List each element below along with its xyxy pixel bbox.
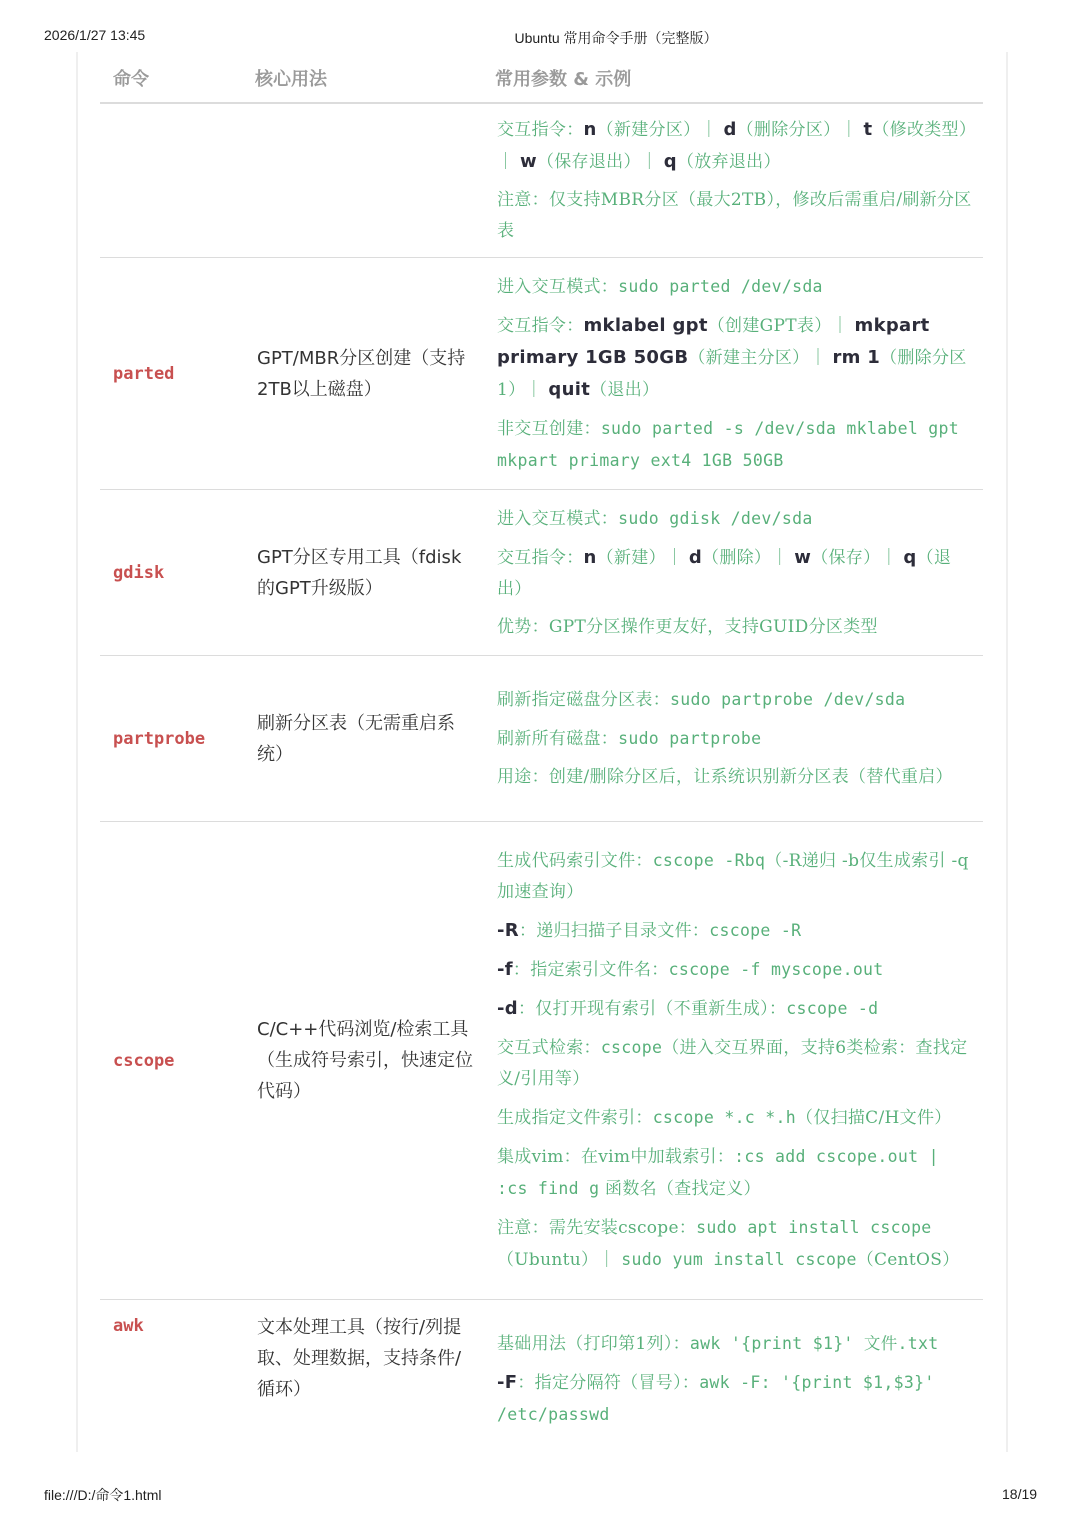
file-url: file:///D:/命令1.html bbox=[44, 1487, 162, 1503]
command-name: cscope bbox=[100, 822, 242, 1300]
params-cell bbox=[482, 490, 983, 656]
table-header-row bbox=[100, 54, 983, 103]
params-cell bbox=[482, 103, 983, 258]
command-name: parted bbox=[100, 258, 242, 490]
header-command: 命令 bbox=[100, 54, 242, 103]
usage-text: GPT/MBR分区创建（支持2TB以上磁盘） bbox=[242, 258, 482, 490]
usage-text: GPT分区专用工具（fdisk的GPT升级版） bbox=[242, 490, 482, 656]
table-row bbox=[100, 103, 983, 258]
param-line: 进入交互模式：sudo parted /dev/sda bbox=[497, 276, 823, 297]
param-line: 进入交互模式：sudo gdisk /dev/sda bbox=[497, 508, 813, 529]
usage-text: C/C++代码浏览/检索工具（生成符号索引，快速定位代码） bbox=[242, 822, 482, 1300]
params-cell bbox=[482, 258, 983, 490]
param-line: 非交互创建：sudo parted -s /dev/sda mklabel gpt mkpart primary ext4 1GB 50GB bbox=[497, 418, 959, 470]
command-cell bbox=[100, 103, 242, 258]
usage-cell bbox=[242, 103, 482, 258]
document-title: Ubuntu 常用命令手册（完整版） bbox=[514, 30, 718, 46]
param-line: 刷新所有磁盘：sudo partprobe bbox=[497, 729, 762, 749]
param-line: 用途：创建/删除分区后，让系统识别新分区表（替代重启） bbox=[497, 767, 953, 787]
table-row bbox=[100, 258, 983, 490]
print-datetime: 2026/1/27 13:45 bbox=[44, 27, 146, 43]
usage-text: 刷新分区表（无需重启系统） bbox=[242, 656, 482, 822]
param-line: 交互指令：n（新建分区）｜ d（删除分区）｜ t（修改类型）｜ w（保存退出）｜ q（放弃退出） bbox=[497, 119, 968, 172]
param-line: 生成代码索引文件：cscope -Rbq（-R递归 -b仅生成索引 -q加速查询） bbox=[497, 851, 969, 902]
table-row bbox=[100, 490, 983, 656]
param-line: -d：仅打开现有索引（不重新生成）：cscope -d bbox=[497, 998, 879, 1019]
param-line: 交互指令：mklabel gpt（创建GPT表）｜ mkpart primary 1GB 50GB（新建主分区）｜ rm 1（删除分区 1）｜ quit（退出） bbox=[497, 314, 967, 400]
params-cell bbox=[482, 656, 983, 822]
header-params: 常用参数 & 示例 bbox=[482, 54, 983, 103]
param-line: 生成指定文件索引：cscope *.c *.h（仅扫描C/H文件） bbox=[497, 1108, 952, 1128]
header-usage: 核心用法 bbox=[242, 54, 482, 103]
usage-text: 文本处理工具（按行/列提取、处理数据，支持条件/循环） bbox=[257, 1317, 462, 1400]
param-line: 基础用法（打印第1列）：awk '{print $1}' 文件.txt bbox=[497, 1334, 939, 1355]
command-table bbox=[100, 54, 983, 1460]
param-line: 注意：仅支持MBR分区（最大2TB），修改后需重启/刷新分区表 bbox=[497, 190, 972, 241]
param-line: 优势：GPT分区操作更友好，支持GUID分区类型 bbox=[497, 616, 878, 637]
table-row bbox=[100, 656, 983, 822]
param-line: 集成vim：在vim中加载索引：:cs add cscope.out | :cs find g 函数名（查找定义） bbox=[497, 1147, 939, 1199]
param-line: 交互式检索：cscope（进入交互界面，支持6类检索：查找定义/引用等） bbox=[497, 1038, 968, 1089]
table-row bbox=[100, 1300, 983, 1460]
command-name: gdisk bbox=[100, 490, 242, 656]
page-number: 18/19 bbox=[1002, 1486, 1038, 1502]
param-line: -F：指定分隔符（冒号）：awk -F: '{print $1,$3}' /etc/passwd bbox=[497, 1372, 935, 1425]
param-line: -R：递归扫描子目录文件：cscope -R bbox=[497, 920, 802, 941]
table-row bbox=[100, 822, 983, 1300]
command-name: partprobe bbox=[100, 656, 242, 822]
params-cell bbox=[482, 1300, 983, 1460]
command-name: awk bbox=[113, 1316, 144, 1336]
param-line: -f：指定索引文件名：cscope -f myscope.out bbox=[497, 959, 884, 980]
param-line: 注意：需先安装cscope：sudo apt install cscope（Ubuntu）｜ sudo yum install cscope（CentOS） bbox=[497, 1218, 960, 1270]
params-cell bbox=[482, 822, 983, 1300]
param-line: 交互指令：n（新建）｜ d（删除）｜ w（保存）｜ q（退出） bbox=[497, 546, 952, 599]
param-line: 刷新指定磁盘分区表：sudo partprobe /dev/sda bbox=[497, 690, 906, 710]
